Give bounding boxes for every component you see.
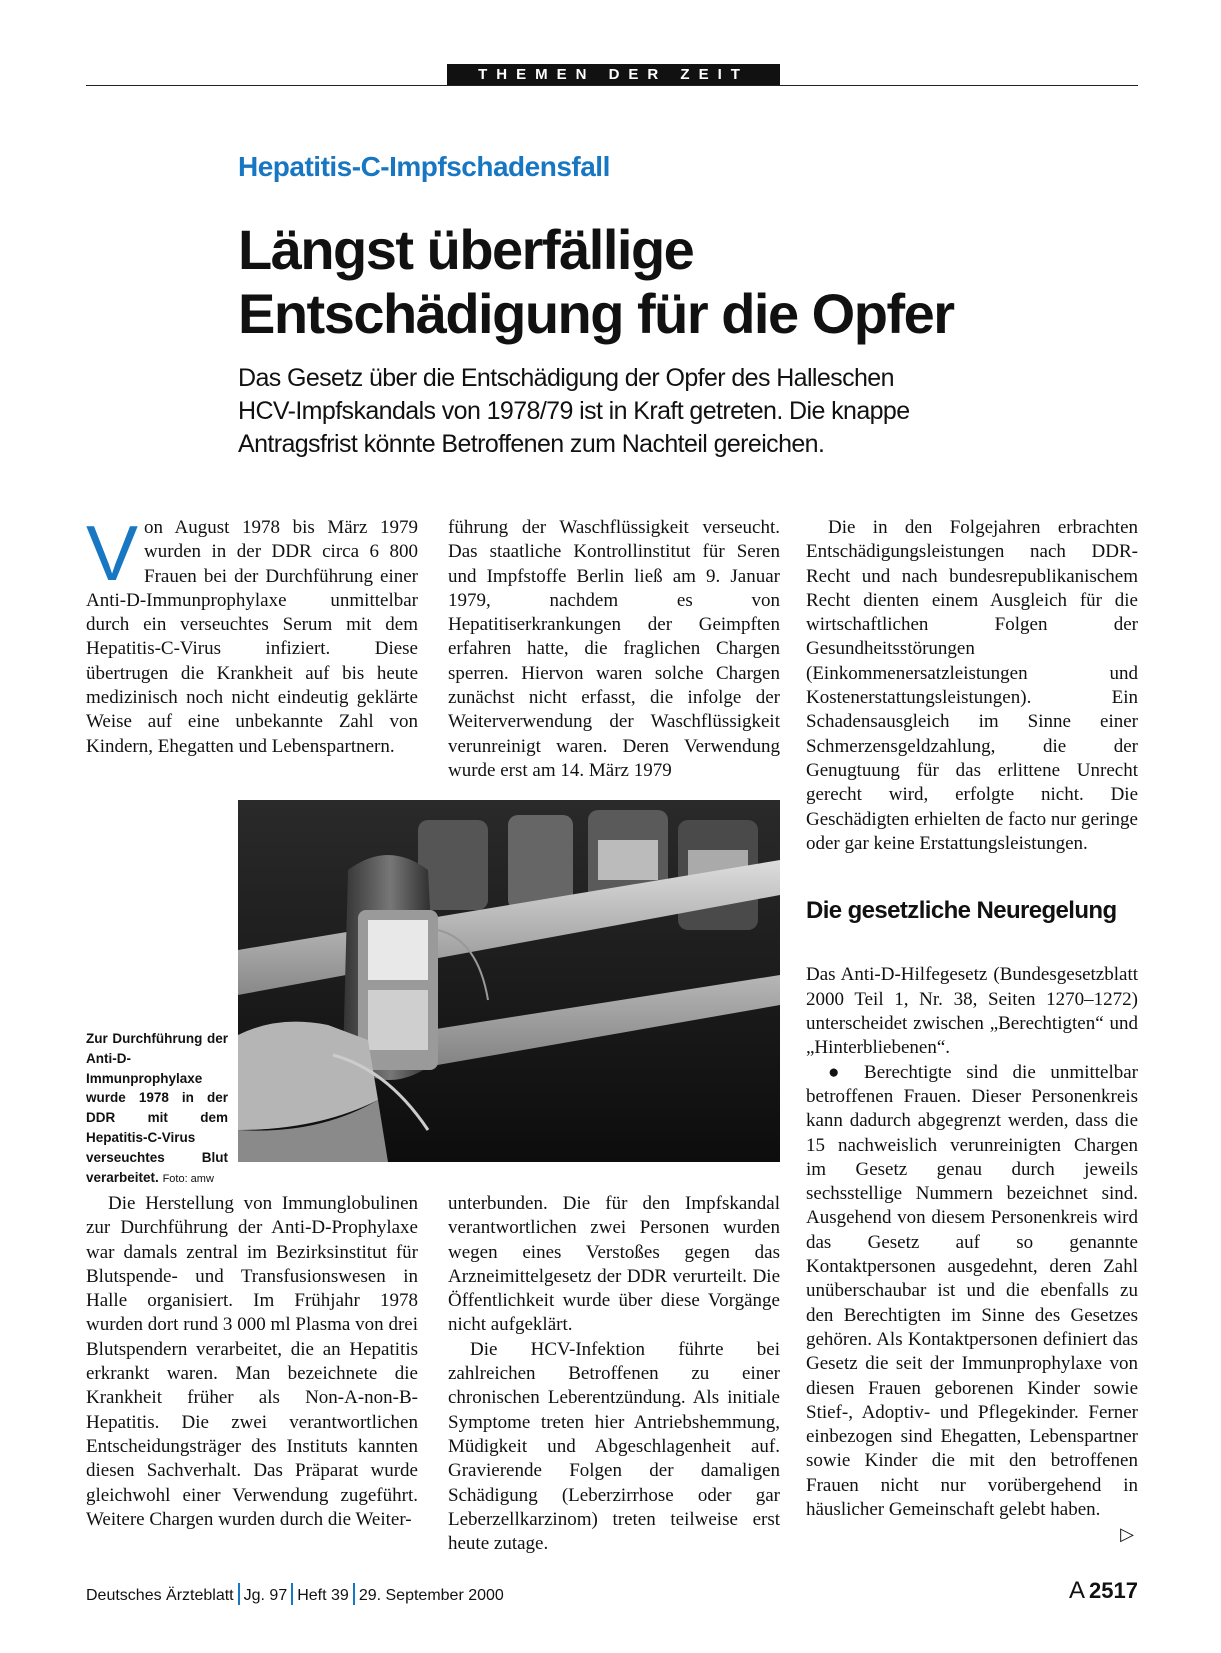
volume: Jg. 97 [243, 1587, 288, 1604]
page-number [1069, 1577, 1138, 1605]
body-paragraph: Die Herstellung von Immunglobulinen zur Durchführung der Anti-D-Prophylaxe war damals zentral im Bezirksinstitut für Blutspende- und Transfusionswesen in Halle organisiert. Im Frühjahr 1978 wurden dort rund 3 000 ml Plasma von drei Blutspendern verarbeitet, die an Hepatitis erkrankt waren. Man bezeichnete die Krankheit früher als Non-A-non-B-Hepatitis. Die zwei verantwortlichen Entscheidungsträger des Instituts kannten diesen Sachverhalt. Das Präparat wurde gleichwohl einer Verwendung zugeführt. Weitere Chargen wurden durch die Weiter- [86, 1193, 418, 1530]
body-column-2-top [448, 516, 780, 783]
body-paragraph: führung der Waschflüssigkeit verseucht. Das staatliche Kontrollinstitut für Seren und Impfstoffe Berlin ließ am 9. Januar 1979, nachdem es von Hepatitiserkrankungen der Geimpften erfahren hatte, die fraglichen Chargen sperren. Hiervon waren solche Chargen zunächst nicht erfasst, die infolge der Weiterverwendung der Waschflüssigkeit verunreinigt waren. Deren Verwendung wurde erst am 14. März 1979 [448, 517, 780, 781]
lead-line-3: Antragsfrist könnte Betroffenen zum Nachteil gereichen. [238, 430, 825, 458]
footer-divider [238, 1583, 240, 1605]
photo-caption [86, 1029, 228, 1189]
article-kicker: Hepatitis-C-Impfschadensfall [238, 151, 610, 182]
page-footer [86, 1583, 504, 1605]
issue-date: 29. September 2000 [358, 1587, 504, 1604]
photo-credit: Foto: amw [162, 1172, 214, 1185]
header-rule [86, 85, 1138, 86]
section-subheading: Die gesetzliche Neuregelung [806, 897, 1117, 925]
body-paragraph: Die in den Folgejahren erbrachten Entschädigungsleistungen nach DDR-Recht und nach bundesrepublikanischem Recht dienten einem Ausgleich für die wirtschaftlichen Folgen der Gesundheitsstörungen (Einkommenersatzleistungen und Kostenerstattungsleistungen). Ein Schadensausgleich im Sinne einer Schmerzensgeldzahlung, die der Genugtuung für das erlittene Unrecht gerecht wird, erfolgte nicht. Die Geschädigten erhielten de facto nur geringe oder gar keine Erstattungsleistungen. [806, 517, 1138, 854]
headline-line-1: Längst überfällige [238, 218, 694, 281]
body-paragraph: Berechtigte sind die unmittelbar betroffenen Frauen. Dieser Personenkreis kann dadurch abgegrenzt werden, dass die 15 nachweislich verunreinigten Chargen im Gesetz genau durch jeweils sechsstellige Nummern bezeichnet sind. Ausgehend von diesem Personenkreis wird das Gesetz auf so genannte Kontaktpersonen ausgedehnt, deren Zahl unüberschaubar ist und die ebenfalls zu den Berechtigten im Sinne des Gesetzes gehören. Als Kontaktpersonen definiert das Gesetz die seit der Immunprophylaxe von diesen Frauen geborenen Kinder sowie Stief-, Adoptiv- und Pflegekinder. Ferner einbezogen sind Ehegatten, Lebenspartner sowie Kinder die mit den betroffenen Frauen nicht nur vorübergehend in häuslicher Gemeinschaft gelebt haben. [806, 1061, 1139, 1520]
section-label: THEMEN DER ZEIT [447, 64, 780, 85]
body-paragraph: Die HCV-Infektion führte bei zahlreichen Betroffenen zu einer chronischen Leberentzündung. Als initiale Symptome treten hier Antriebshemmung, Müdigkeit und Abgeschlagenheit auf. Gravierende Folgen der damaligen Schädigung (Leberzirrhose oder gar Leberzellkarzinom) treten teilweise erst heute zutage. [448, 1338, 780, 1555]
issue: Heft 39 [297, 1587, 349, 1604]
caption-text: Zur Durchführung der Anti-D-Immunprophylaxe wurde 1978 in der DDR mit dem Hepatitis-C-Virus verseuchtes Blut verarbeitet. [86, 1031, 228, 1185]
body-column-3 [806, 516, 1138, 1547]
body-column-1-bottom [86, 1192, 418, 1532]
lead-line-2: HCV-Impfskandals von 1978/79 ist in Kraft getreten. Die knappe [238, 397, 910, 425]
body-paragraph: Das Anti-D-Hilfegesetz (Bundesgesetzblatt 2000 Teil 1, Nr. 38, Seiten 1270–1272) unterscheidet zwischen „Berechtigten“ und „Hinterbliebenen“. [806, 964, 1138, 1059]
body-column-2-bottom [448, 1192, 780, 1556]
page-number-value: 2517 [1089, 1578, 1138, 1603]
headline-line-2: Entschädigung für die Opfer [238, 282, 954, 345]
body-paragraph: unterbunden. Die für den Impfskandal verantwortlichen zwei Personen wurden wegen eines Verstoßes gegen das Arzneimittelgesetz der DDR verurteilt. Die Öffentlichkeit wurde über diese Vorgänge nicht aufgeklärt. [448, 1193, 780, 1336]
lead-line-1: Das Gesetz über die Entschädigung der Opfer des Halleschen [238, 364, 894, 392]
footer-divider [353, 1583, 355, 1605]
drop-cap: V [86, 509, 139, 597]
body-paragraph: on August 1978 bis März 1979 wurden in der DDR circa 6 800 Frauen bei der Durchführung einer Anti-D-Immunprophylaxe unmittelbar durch ein verseuchtes Serum mit dem Hepatitis-C-Virus infiziert. Diese übertrugen die Krankheit auf bis heute medizinisch noch nicht eindeutig geklärte Weise auf eine unbekannte Zahl von Kindern, Ehegatten und Lebenspartnern. [86, 517, 418, 757]
body-column-1-top [86, 509, 418, 759]
bullet-icon: ● [828, 1061, 850, 1083]
article-photo [238, 800, 780, 1162]
page-prefix: A [1069, 1577, 1086, 1604]
continue-arrow-icon: ▷ [1120, 1524, 1134, 1545]
journal-name: Deutsches Ärzteblatt [86, 1587, 234, 1604]
footer-divider [291, 1583, 293, 1605]
